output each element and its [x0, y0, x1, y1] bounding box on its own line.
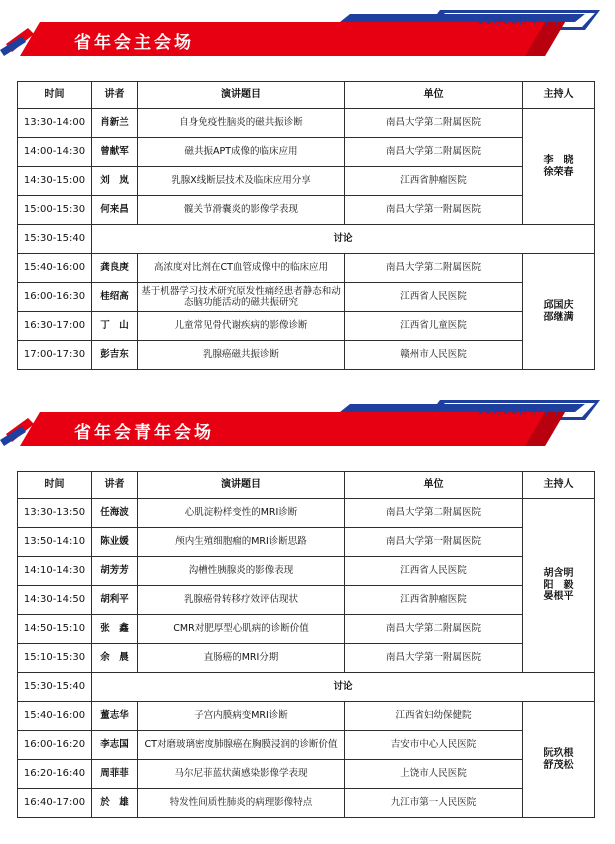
talk-unit: 南昌大学第二附属医院 [345, 254, 523, 283]
session-main [0, 0, 615, 361]
session-title: 省年会主会场 [74, 33, 194, 53]
table-row [18, 109, 595, 138]
header-host: 主持人 [523, 472, 595, 499]
host-name: 邵继满 [543, 311, 574, 323]
discussion-row [18, 225, 595, 254]
schedule-table [17, 81, 595, 370]
host-cell [523, 702, 595, 818]
talk-speaker: 刘 岚 [92, 167, 138, 196]
talk-speaker: 胡芳芳 [92, 557, 138, 586]
talk-unit: 南昌大学第二附属医院 [345, 499, 523, 528]
talk-speaker: 何来昌 [92, 196, 138, 225]
table-header-row [18, 472, 595, 499]
talk-topic: 心肌淀粉样变性的MRI诊断 [138, 499, 345, 528]
talk-speaker: 周菲菲 [92, 760, 138, 789]
table-row [18, 196, 595, 225]
header-time: 时间 [18, 82, 92, 109]
talk-topic: 高浓度对比剂在CT血管成像中的临床应用 [138, 254, 345, 283]
talk-time: 14:30-15:00 [18, 167, 92, 196]
talk-topic: 髋关节滑囊炎的影像学表现 [138, 196, 345, 225]
talk-unit: 南昌大学第一附属医院 [345, 528, 523, 557]
table-row [18, 760, 595, 789]
talk-topic: 自身免疫性脑炎的磁共振诊断 [138, 109, 345, 138]
talk-time: 14:10-14:30 [18, 557, 92, 586]
talk-topic: 颅内生殖细胞瘤的MRI诊断思路 [138, 528, 345, 557]
host-name: 胡含明 [543, 568, 574, 580]
discussion-time: 15:30-15:40 [18, 673, 92, 702]
talk-unit: 江西省肿瘤医院 [345, 586, 523, 615]
discussion-row [18, 673, 595, 702]
header-unit: 单位 [345, 82, 523, 109]
talk-unit: 南昌大学第二附属医院 [345, 615, 523, 644]
talk-speaker: 彭吉东 [92, 341, 138, 370]
talk-speaker: 肖新兰 [92, 109, 138, 138]
table-row [18, 312, 595, 341]
talk-speaker: 董志华 [92, 702, 138, 731]
talk-time: 15:40-16:00 [18, 254, 92, 283]
talk-unit: 南昌大学第一附属医院 [345, 196, 523, 225]
discussion-time: 15:30-15:40 [18, 225, 92, 254]
header-topic: 演讲题目 [138, 82, 345, 109]
talk-topic: 沟槽性胰腺炎的影像表现 [138, 557, 345, 586]
discussion-label: 讨论 [92, 225, 595, 254]
talk-speaker: 余 晨 [92, 644, 138, 673]
header-time: 时间 [18, 472, 92, 499]
talk-time: 13:30-13:50 [18, 499, 92, 528]
talk-topic: 乳腺癌磁共振诊断 [138, 341, 345, 370]
host-cell [523, 499, 595, 673]
talk-time: 16:20-16:40 [18, 760, 92, 789]
talk-speaker: 李志国 [92, 731, 138, 760]
table-row [18, 528, 595, 557]
table-row [18, 341, 595, 370]
session-title: 省年会青年会场 [74, 423, 214, 443]
talk-topic: 乳腺癌骨转移疗效评估现状 [138, 586, 345, 615]
talk-time: 15:40-16:00 [18, 702, 92, 731]
session-banner [0, 0, 615, 60]
talk-time: 14:30-14:50 [18, 586, 92, 615]
talk-unit: 吉安市中心人民医院 [345, 731, 523, 760]
talk-unit: 南昌大学第一附属医院 [345, 644, 523, 673]
table-header-row [18, 82, 595, 109]
session-youth [0, 390, 615, 809]
host-name: 徐荣春 [543, 166, 574, 178]
talk-time: 13:30-14:00 [18, 109, 92, 138]
talk-topic: 儿童常见骨代谢疾病的影像诊断 [138, 312, 345, 341]
talk-speaker: 丁 山 [92, 312, 138, 341]
host-name: 邱国庆 [543, 300, 574, 311]
talk-speaker: 张 鑫 [92, 615, 138, 644]
table-row [18, 557, 595, 586]
header-topic: 演讲题目 [138, 472, 345, 499]
host-name: 阮玖根 [543, 748, 574, 759]
talk-unit: 南昌大学第二附属医院 [345, 138, 523, 167]
talk-speaker: 陈业媛 [92, 528, 138, 557]
talk-topic: 马尔尼菲蓝状菌感染影像学表现 [138, 760, 345, 789]
talk-speaker: 於 雄 [92, 789, 138, 818]
table-row [18, 644, 595, 673]
host-name: 李 晓 [543, 155, 574, 166]
talk-time: 13:50-14:10 [18, 528, 92, 557]
talk-topic: 子宫内膜病变MRI诊断 [138, 702, 345, 731]
talk-time: 15:00-15:30 [18, 196, 92, 225]
header-speaker: 讲者 [92, 82, 138, 109]
talk-speaker: 龚良庚 [92, 254, 138, 283]
header-host: 主持人 [523, 82, 595, 109]
talk-topic: 磁共振APT成像的临床应用 [138, 138, 345, 167]
talk-topic: CT对磨玻璃密度肺腺癌在胸膜浸润的诊断价值 [138, 731, 345, 760]
talk-speaker: 曾献军 [92, 138, 138, 167]
talk-unit: 江西省人民医院 [345, 557, 523, 586]
session-banner [0, 390, 615, 450]
talk-unit: 九江市第一人民医院 [345, 789, 523, 818]
talk-speaker: 桂绍高 [92, 283, 138, 312]
table-row [18, 615, 595, 644]
table-row [18, 702, 595, 731]
talk-speaker: 胡利平 [92, 586, 138, 615]
talk-unit: 赣州市人民医院 [345, 341, 523, 370]
talk-topic: 直肠癌的MRI分期 [138, 644, 345, 673]
table-row [18, 586, 595, 615]
table-row [18, 167, 595, 196]
talk-topic: 基于机器学习技术研究原发性痛经患者静态和动态脑功能活动的磁共振研究 [138, 283, 345, 312]
host-name: 晏根平 [543, 591, 574, 603]
table-row [18, 254, 595, 283]
talk-unit: 江西省儿童医院 [345, 312, 523, 341]
talk-unit: 江西省肿瘤医院 [345, 167, 523, 196]
talk-time: 16:00-16:20 [18, 731, 92, 760]
discussion-label: 讨论 [92, 673, 595, 702]
host-name: 阳 毅 [543, 579, 574, 591]
talk-topic: 特发性间质性肺炎的病理影像特点 [138, 789, 345, 818]
host-cell [523, 109, 595, 225]
talk-time: 14:50-15:10 [18, 615, 92, 644]
talk-topic: CMR对肥厚型心肌病的诊断价值 [138, 615, 345, 644]
talk-unit: 江西省人民医院 [345, 283, 523, 312]
table-row [18, 138, 595, 167]
table-row [18, 499, 595, 528]
header-speaker: 讲者 [92, 472, 138, 499]
session-date: 11月13日 / 下午 [477, 16, 563, 27]
talk-unit: 上饶市人民医院 [345, 760, 523, 789]
table-row [18, 283, 595, 312]
talk-time: 16:30-17:00 [18, 312, 92, 341]
header-unit: 单位 [345, 472, 523, 499]
schedule-table [17, 471, 595, 818]
talk-time: 16:00-16:30 [18, 283, 92, 312]
talk-time: 17:00-17:30 [18, 341, 92, 370]
talk-speaker: 任海波 [92, 499, 138, 528]
talk-time: 16:40-17:00 [18, 789, 92, 818]
host-name: 舒茂松 [543, 759, 574, 771]
talk-time: 14:00-14:30 [18, 138, 92, 167]
host-cell [523, 254, 595, 370]
talk-time: 15:10-15:30 [18, 644, 92, 673]
table-row [18, 789, 595, 818]
talk-topic: 乳腺X线断层技术及临床应用分享 [138, 167, 345, 196]
table-row [18, 731, 595, 760]
talk-unit: 南昌大学第二附属医院 [345, 109, 523, 138]
session-date: 11月13日 / 下午 [477, 406, 563, 417]
talk-unit: 江西省妇幼保健院 [345, 702, 523, 731]
